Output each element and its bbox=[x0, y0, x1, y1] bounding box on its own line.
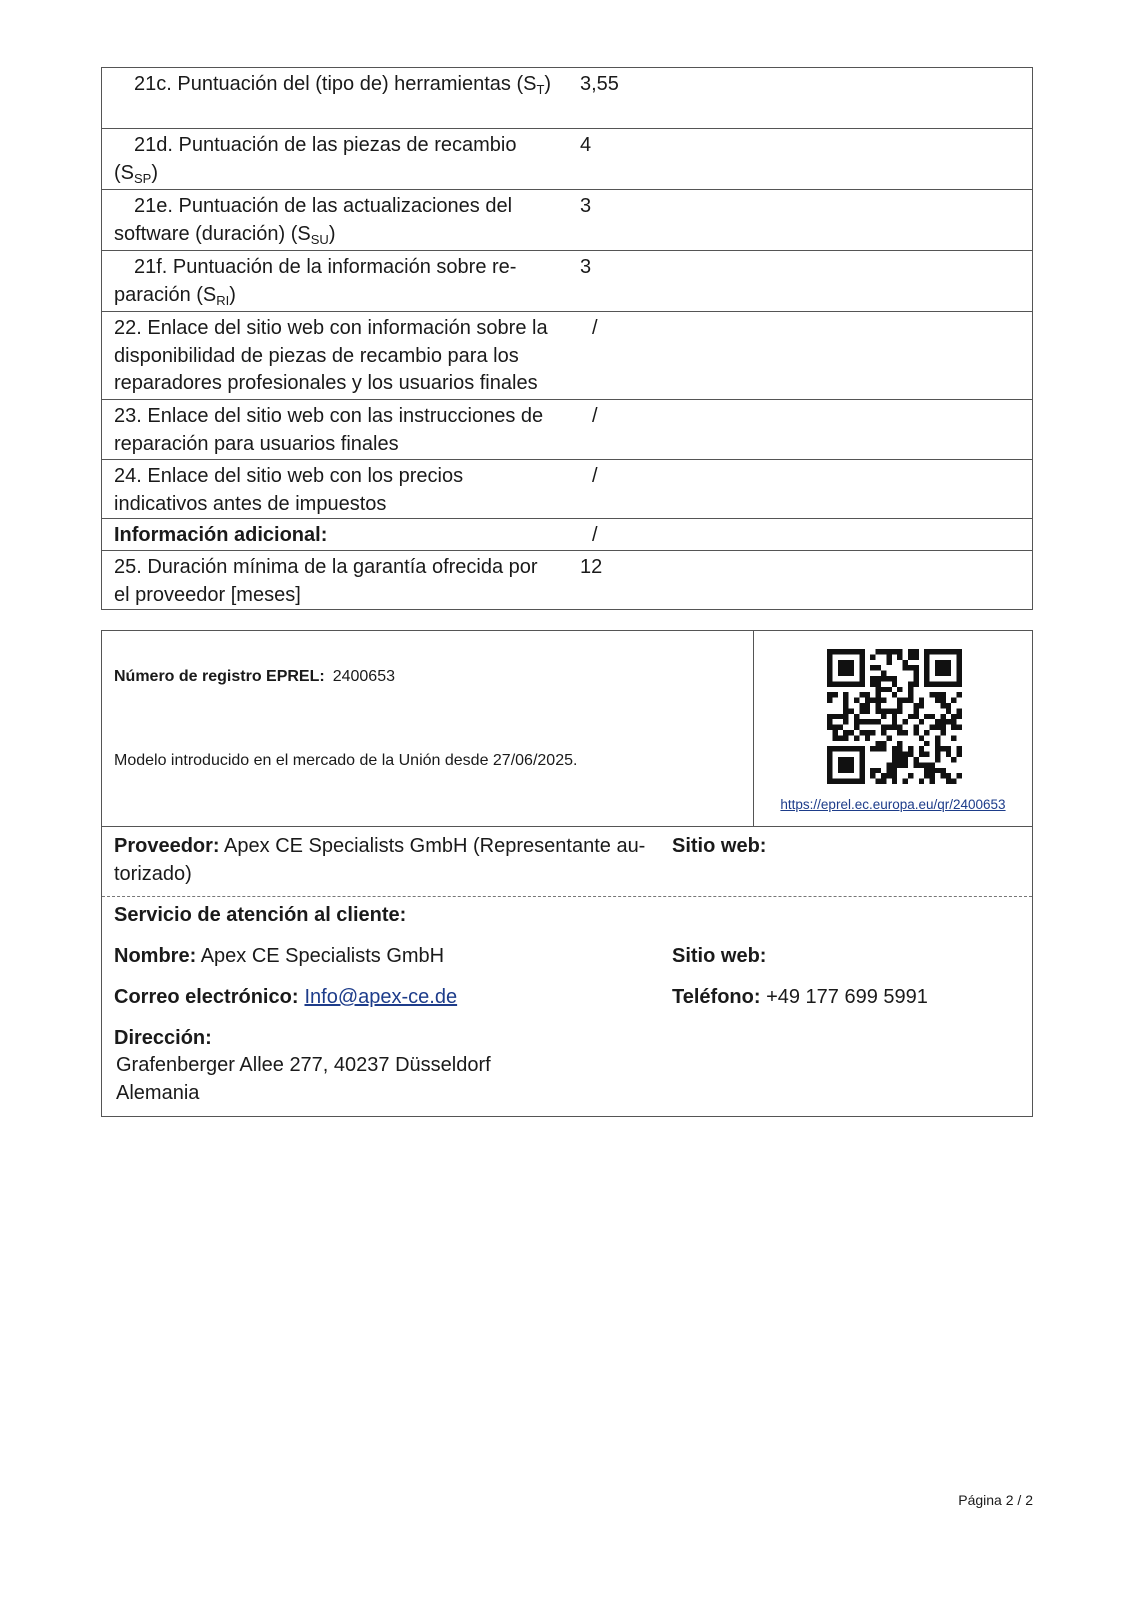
table-row bbox=[102, 189, 1032, 250]
address-value bbox=[116, 1052, 491, 1107]
table-row bbox=[102, 311, 1032, 399]
name-label: Nombre: bbox=[114, 945, 197, 967]
supplier-label: Proveedor: bbox=[114, 835, 220, 857]
phone-field bbox=[672, 984, 928, 1012]
supplier-website-field bbox=[672, 833, 766, 861]
table-row bbox=[102, 128, 1032, 189]
qr-block bbox=[754, 631, 1032, 826]
eprel-registration bbox=[114, 668, 395, 686]
table-row bbox=[102, 68, 1032, 128]
row-label: 21f. Puntuación de la información sobre re-paración $(S_{RI})$ bbox=[114, 256, 517, 308]
address-field bbox=[114, 1025, 212, 1053]
row-label: 23. Enlace del sitio web con las instrucciones de reparación para usuarios finales bbox=[114, 405, 544, 455]
service-website-label: Sitio web: bbox=[672, 945, 767, 967]
phone-value: +49 177 699 5991 bbox=[766, 986, 928, 1008]
row-value: / bbox=[592, 465, 598, 487]
service-website-field bbox=[672, 943, 766, 971]
eprel-block bbox=[102, 631, 754, 826]
row-value: 3 bbox=[580, 256, 592, 278]
email-link[interactable]: Info@apex-ce.de bbox=[304, 986, 458, 1008]
row-value: 3 bbox=[580, 195, 592, 217]
row-value: / bbox=[592, 317, 598, 339]
row-label: 21e. Puntuación de las actualizaciones del software (duración) $(S_{SU})$ bbox=[114, 195, 513, 247]
email-field bbox=[114, 984, 457, 1012]
supplier-field bbox=[114, 833, 649, 888]
qr-url-link[interactable]: https://eprel.ec.europa.eu/qr/2400653 bbox=[780, 797, 1006, 812]
row-value: 12 bbox=[580, 556, 603, 578]
row-label: Información adicional: bbox=[114, 524, 328, 546]
name-field bbox=[114, 943, 444, 971]
row-value: 3,55 bbox=[580, 73, 619, 95]
spec-table bbox=[101, 67, 1033, 610]
phone-label: Teléfono: bbox=[672, 986, 761, 1008]
supplier-website-label: Sitio web: bbox=[672, 835, 767, 857]
dashed-divider bbox=[102, 896, 1032, 897]
row-value: / bbox=[592, 524, 598, 546]
row-label: 25. Duración mínima de la garantía ofrecida por el proveedor [meses] bbox=[114, 556, 538, 606]
table-row bbox=[102, 518, 1032, 550]
info-box bbox=[101, 630, 1033, 1117]
table-row bbox=[102, 399, 1032, 459]
row-value: 4 bbox=[580, 134, 592, 156]
address-line-1: Grafenberger Allee 277, 40237 Düsseldorf bbox=[116, 1054, 491, 1076]
eprel-market-text: Modelo introducido en el mercado de la Unión desde 27/06/2025. bbox=[114, 752, 578, 769]
eprel-reg-value: 2400653 bbox=[332, 668, 395, 685]
row-label: 24. Enlace del sitio web con los precios indicativos antes de impuestos bbox=[114, 465, 464, 515]
table-row bbox=[102, 550, 1032, 609]
row-label: 21d. Puntuación de las piezas de recambio $(S_{SP})$ bbox=[114, 134, 517, 186]
customer-service-heading: Servicio de atención al cliente: bbox=[114, 904, 407, 926]
page-number: Página 2 / 2 bbox=[958, 1492, 1033, 1508]
table-row bbox=[102, 459, 1032, 518]
row-value: / bbox=[592, 405, 598, 427]
qr-code-icon[interactable] bbox=[827, 649, 962, 784]
supplier-value: Apex CE Specialists GmbH (Representante au-torizado) bbox=[114, 835, 646, 885]
email-label: Correo electrónico: bbox=[114, 986, 299, 1008]
address-label: Dirección: bbox=[114, 1027, 212, 1049]
section-divider bbox=[102, 826, 1032, 827]
row-label: 22. Enlace del sitio web con información sobre la disponibilidad de piezas de recambio para los reparadores profesionales y los usuarios finales bbox=[114, 317, 548, 394]
address-line-2: Alemania bbox=[116, 1081, 200, 1104]
row-label: 21c. Puntuación del (tipo de) herramientas $(S_T)$ bbox=[134, 73, 552, 97]
table-row bbox=[102, 250, 1032, 311]
name-value: Apex CE Specialists GmbH bbox=[200, 945, 445, 967]
eprel-reg-label: Número de registro EPREL: bbox=[114, 668, 325, 685]
